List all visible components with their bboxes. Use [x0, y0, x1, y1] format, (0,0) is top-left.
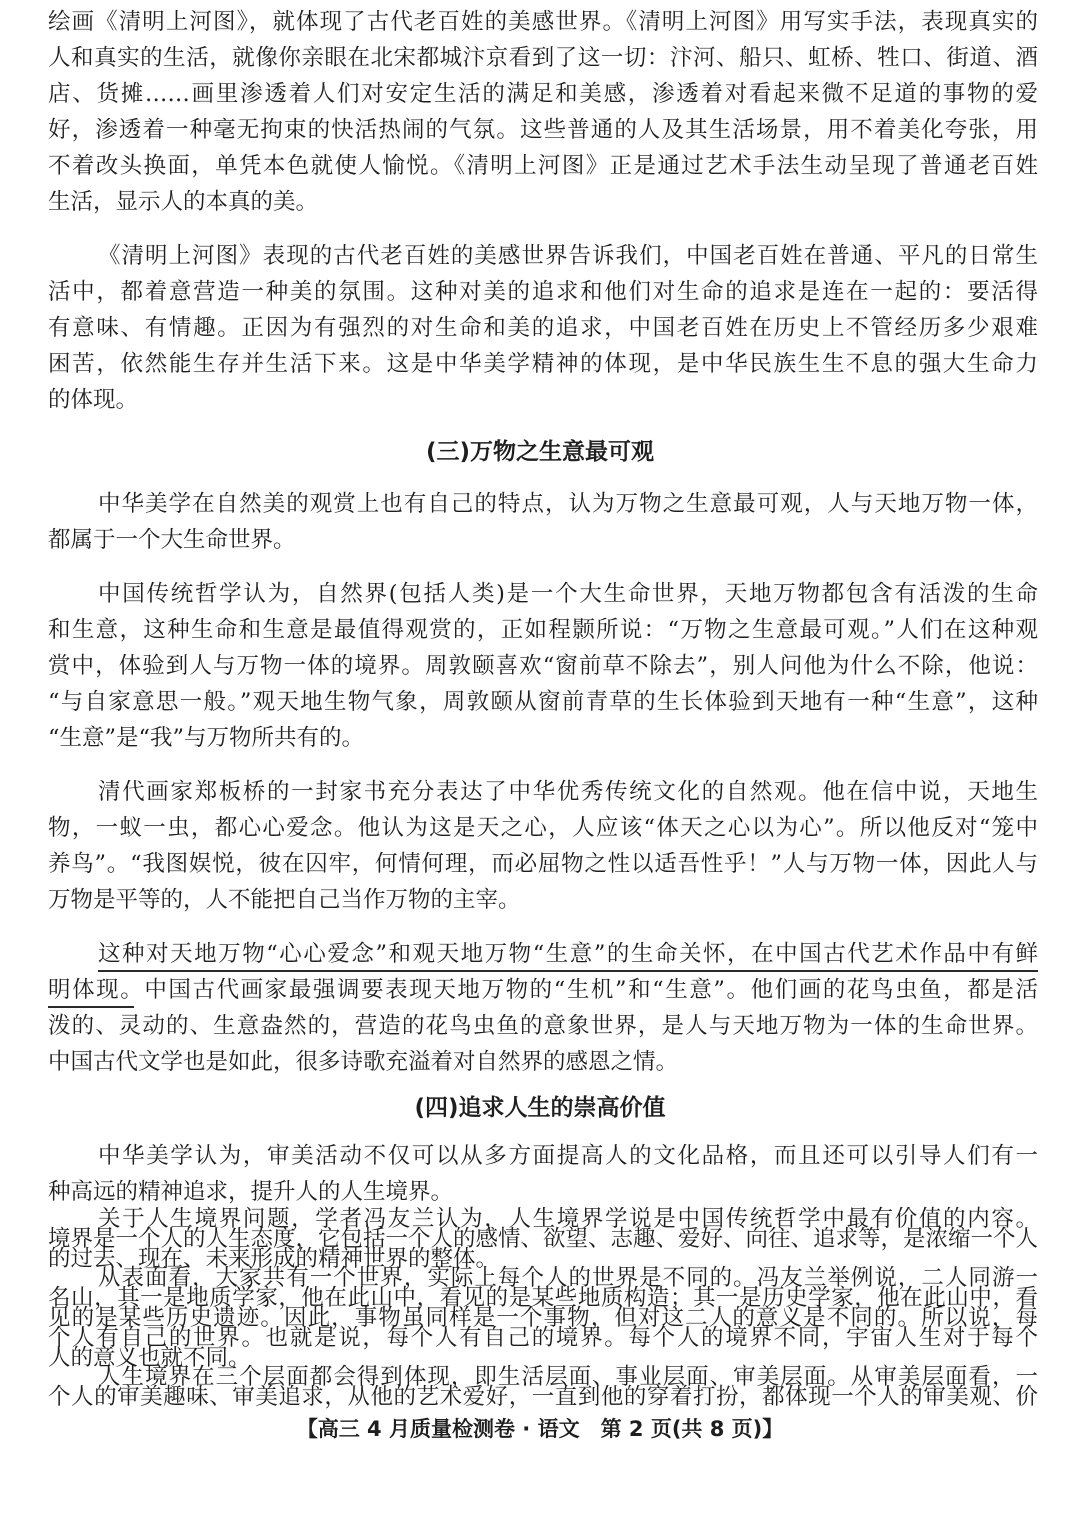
text-line: 中华美学认为，审美活动不仅可以从多方面提高人的文化品格，而且还可以引导人们有一 — [98, 1143, 1038, 1169]
text-line: 种高远的精神追求，提升人的人生境界。 — [48, 1179, 454, 1205]
section-heading: (三)万物之生意最可观 — [425, 439, 655, 465]
text-line: 境界是一个人的人生态度，它包括一个人的感情、欲望、志趣、爱好、向往、追求等，是浓缩一个人 — [48, 1225, 1039, 1252]
text-line: 的体现。 — [48, 387, 139, 413]
text-line: 物，一蚁一虫，都心心爱念。他认为这是天之心，人应该“体天之心以为心”。所以他反对“笼中 — [48, 815, 1038, 841]
text-line: 清代画家郑板桥的一封家书充分表达了中华优秀传统文化的自然观。他在信中说，天地生 — [98, 779, 1038, 805]
text-line: 见的是某些历史遗迹。因此，事物虽同样是一个事物，但对这二人的意义是不同的。所以说，每 — [48, 1305, 1038, 1331]
text-line: 泼的、灵动的、生意盎然的，营造的花鸟虫鱼的意象世界，是人与天地万物为一体的生命世界。 — [48, 1013, 1038, 1039]
text-line: “与自家意思一般。”观天地生物气象，周敦颐从窗前青草的生长体验到天地有一种“生意”，这种 — [48, 689, 1038, 715]
text-line: 都属于一个大生命世界。 — [48, 527, 296, 553]
text-line: 店、货摊……画里渗透着人们对安定生活的满足和美感，渗透着对看起来微不足道的事物的爱 — [48, 81, 1038, 107]
section-heading: (四)追求人生的崇高价值 — [414, 1095, 666, 1121]
text-line: 《清明上河图》表现的古代老百姓的美感世界告诉我们，中国老百姓在普通、平凡的日常生 — [98, 243, 1038, 269]
text-line: 名山，其一是地质学家，他在此山中，看见的是某些地质构造；其一是历史学家，他在此山中，看 — [48, 1285, 1038, 1312]
underlined-sentence: 这种对天地万物“心心爱念”和观天地万物“生意”的生命关怀，在中国古代艺术作品中有鲜 — [98, 941, 1038, 967]
text-line: 人和真实的生活，就像你亲眼在北宋都城汴京看到了这一切：汴河、船只、虹桥、牲口、街道、酒 — [48, 45, 1038, 71]
text-line: 赏中，体验到人与万物一体的境界。周敦颐喜欢“窗前草不除去”，别人问他为什么不除，他说： — [48, 653, 1038, 679]
text-line: 好，渗透着一种毫无拘束的快活热闹的气氛。这些普通的人及其生活场景，用不着美化夸张，用 — [48, 117, 1038, 143]
text-line: 人的意义也就不同。 — [48, 1344, 251, 1371]
text-line: 个人有自己的世界。也就是说，每个人有自己的境界。每个人的境界不同，宇宙人生对于每个 — [48, 1324, 1038, 1351]
text-line: 困苦，依然能生存并生活下来。这是中华美学精神的体现，是中华民族生生不息的强大生命力 — [48, 351, 1038, 377]
text-line: 从表面看，大家共有一个世界，实际上每个人的世界是不同的。冯友兰举例说，二人同游一 — [98, 1265, 1038, 1292]
text-line: 生活，显示人的本真的美。 — [48, 189, 319, 215]
text-line: 和生意，这种生命和生意是最值得观赏的，正如程颢所说：“万物之生意最可观。”人们在这种观 — [48, 617, 1038, 643]
text-line: 不着改头换面，单凭本色就使人愉悦。《清明上河图》正是通过艺术手法生动呈现了普通老百姓 — [48, 153, 1038, 179]
text-line: 万物是平等的，人不能把自己当作万物的主宰。 — [48, 887, 521, 913]
page-footer: 【高三 4 月质量检测卷 · 语文 第 2 页(共 8 页)】 — [296, 1417, 784, 1441]
text-line: 的过去、现在、未来形成的精神世界的整体。 — [48, 1245, 499, 1272]
text-line: 中国古代文学也是如此，很多诗歌充溢着对自然界的感恩之情。 — [48, 1049, 679, 1075]
text-line: 明体现。中国古代画家最强调要表现天地万物的“生机”和“生意”。他们画的花鸟虫鱼，都是活 — [48, 977, 1038, 1003]
text-line: 人生境界在三个层面都会得到体现，即生活层面、事业层面、审美层面。从审美层面看，一 — [98, 1364, 1038, 1391]
text-line: 养鸟”。“我图娱悦，彼在囚牢，何情何理，而必屈物之性以适吾性乎！”人与万物一体，因此人与 — [48, 851, 1038, 877]
text-line: 活中，都着意营造一种美的氛围。这种对美的追求和他们对生命的追求是连在一起的：要活得 — [48, 279, 1038, 305]
text-line: 个人的审美趣味、审美追求，从他的艺术爱好，一直到他的穿着打扮，都体现一个人的审美观、价 — [48, 1384, 1038, 1411]
text-line: 中华美学在自然美的观赏上也有自己的特点，认为万物之生意最可观，人与天地万物一体， — [98, 491, 1038, 517]
text-line: 绘画《清明上河图》，就体现了古代老百姓的美感世界。《清明上河图》用写实手法，表现真实的 — [48, 9, 1038, 35]
text-line: 有意味、有情趣。正因为有强烈的对生命和美的追求，中国老百姓在历史上不管经历多少艰难 — [48, 315, 1038, 341]
text-line: 中国传统哲学认为，自然界(包括人类)是一个大生命世界，天地万物都包含有活泼的生命 — [98, 581, 1038, 607]
text-line: “生意”是“我”与万物所共有的。 — [48, 725, 365, 751]
text-line: 关于人生境界问题，学者冯友兰认为，人生境界学说是中国传统哲学中最有价值的内容。 — [98, 1206, 1038, 1232]
